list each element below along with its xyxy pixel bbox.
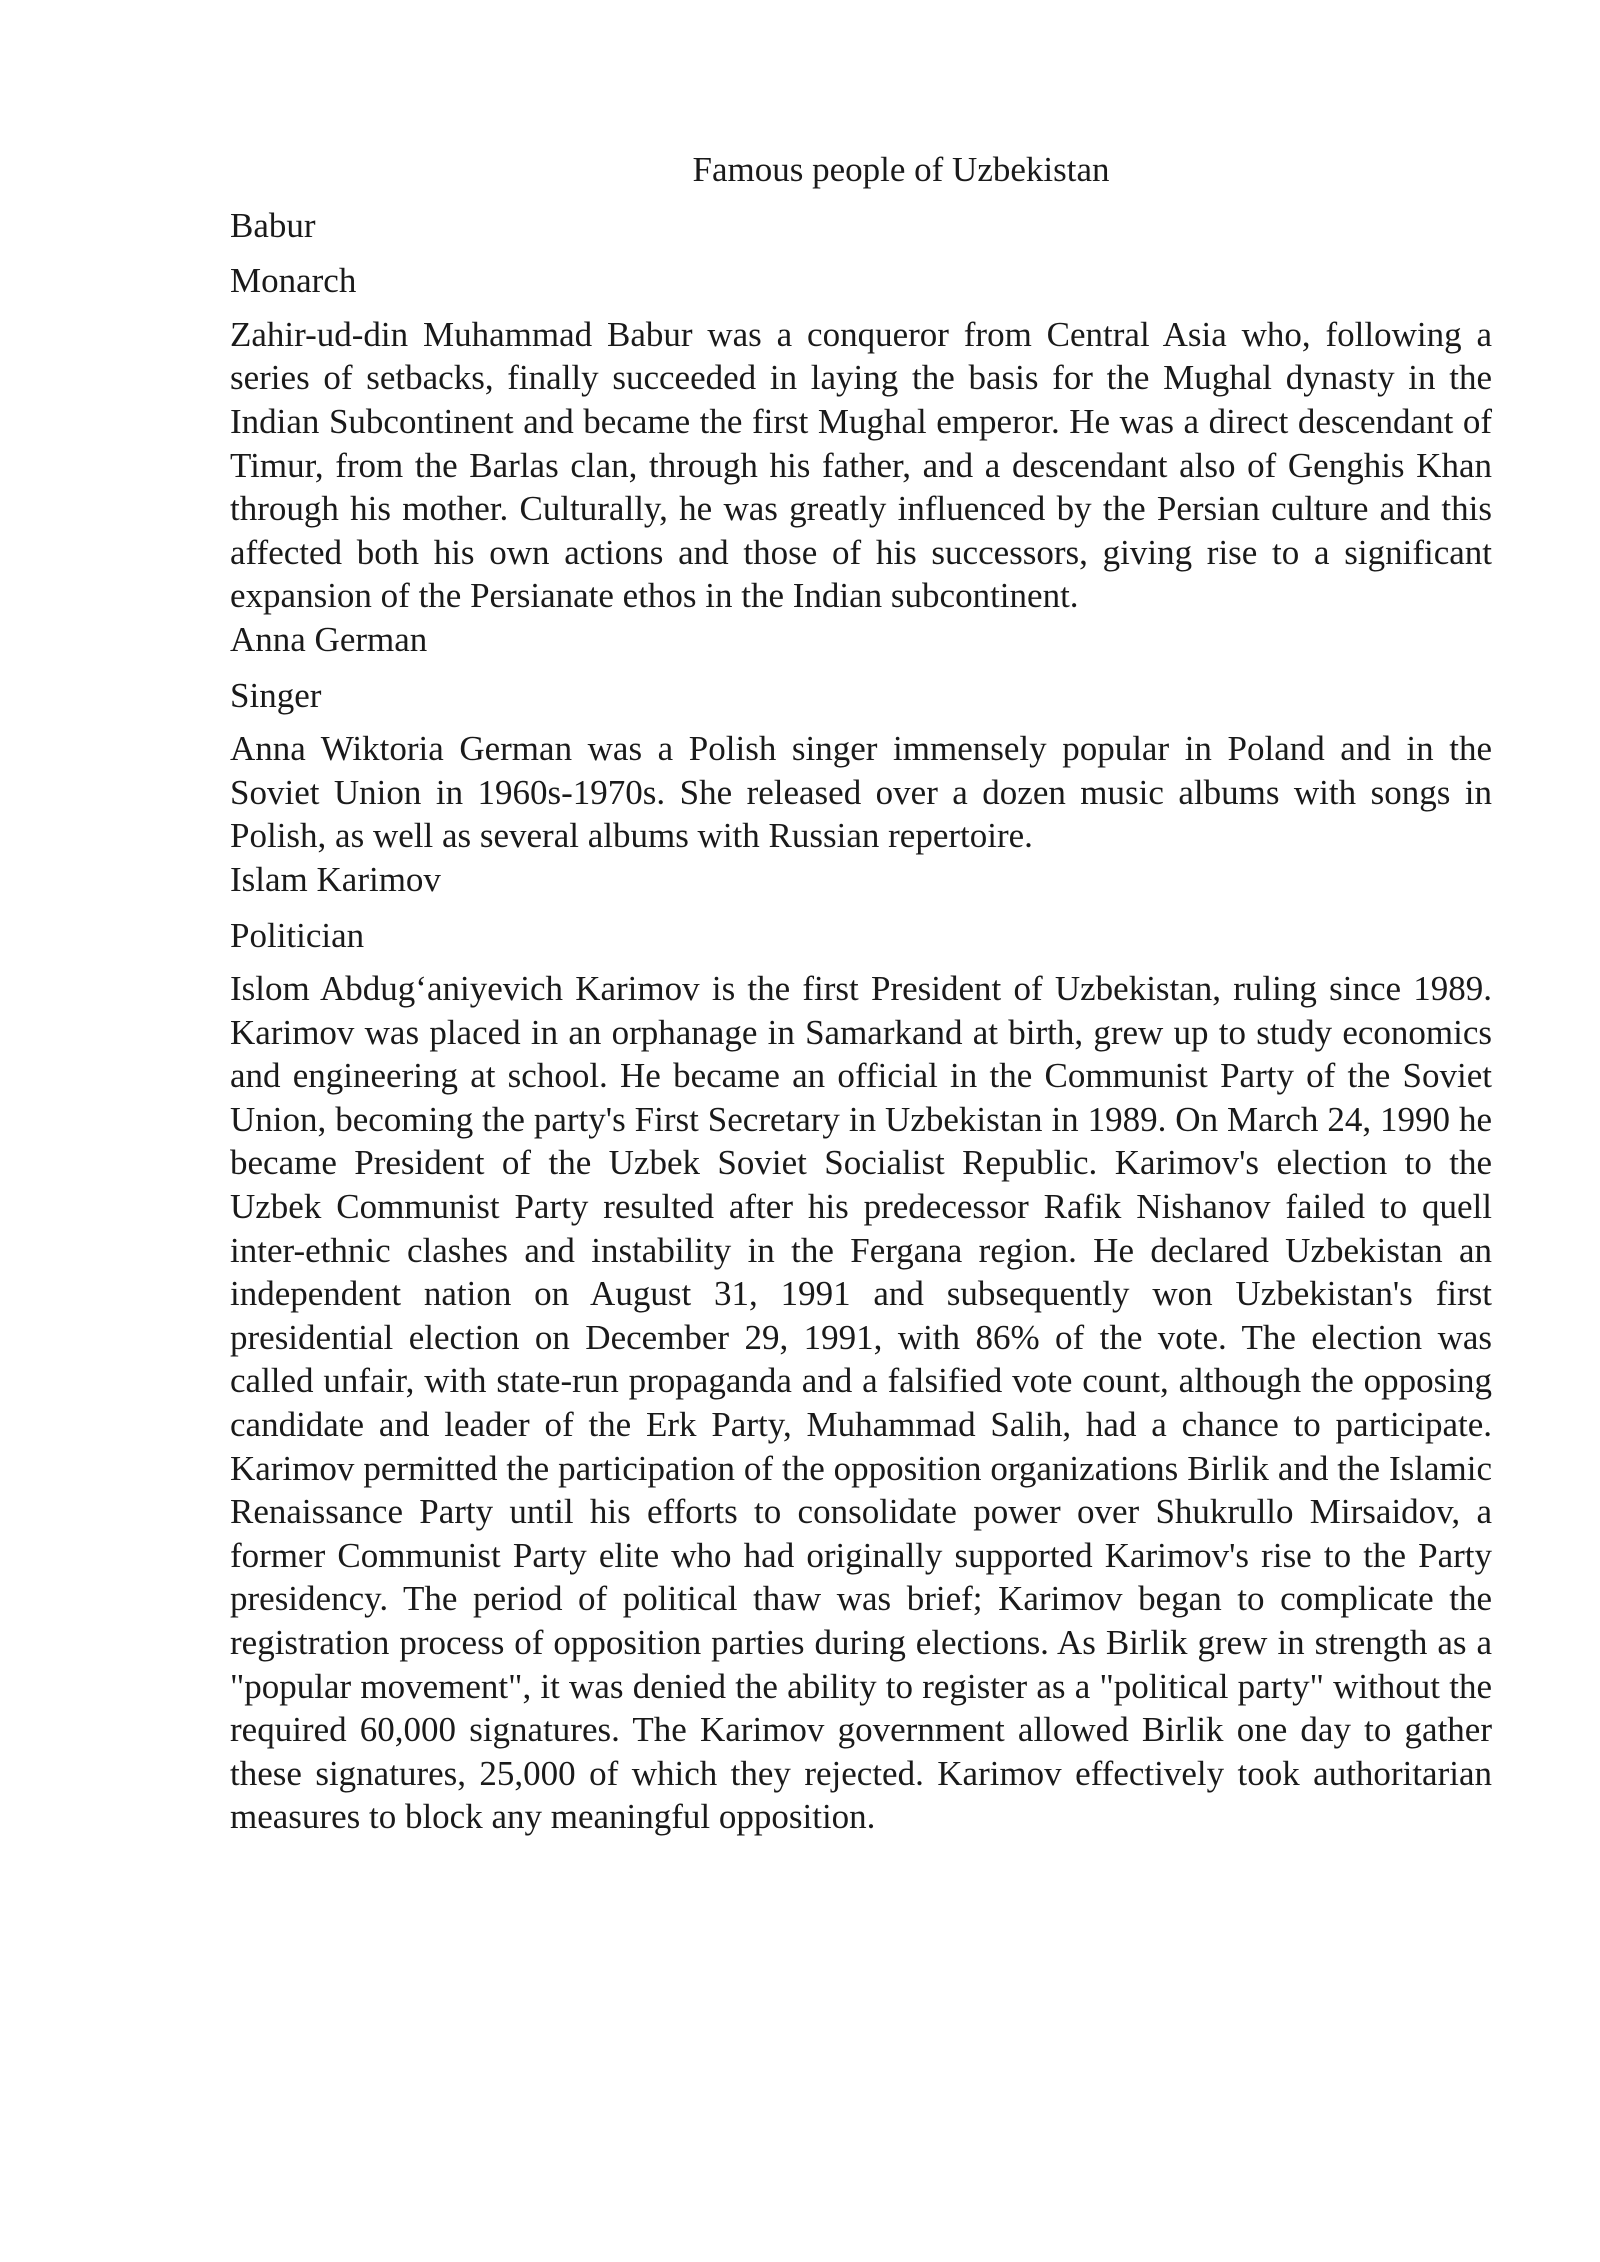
person-bio: Zahir-ud-din Muhammad Babur was a conqueror from Central Asia who, following a series of setbacks, finally succeeded in laying the basis for the Mughal dynasty in the Indian Subcontinent and became the first Mughal emperor. He was a direct descendant of Timur, from the Barlas clan, through his father, and a descendant also of Genghis Khan through his mother. Culturally, he was greatly influenced by the Persian culture and this affected both his own actions and those of his successors, giving rise to a significant expansion of the Persianate ethos in the Indian subcontinent. [230, 314, 1492, 616]
person-role: Monarch [230, 261, 357, 301]
document-page [230, 148, 1492, 1839]
person-entry-islam-karimov [230, 858, 1492, 1839]
document-title: Famous people of Uzbekistan [692, 150, 1110, 189]
person-name: Islam Karimov [230, 859, 441, 899]
person-bio: Anna Wiktoria German was a Polish singer immensely popular in Poland and in the Soviet Union in 1960s-1970s. She released over a dozen music albums with songs in Polish, as well as several albums with Russian repertoire. [230, 729, 1492, 856]
person-entry-anna-german [230, 618, 1492, 858]
person-entry-babur [230, 204, 1492, 618]
person-name: Babur [230, 205, 316, 245]
person-role: Politician [230, 915, 365, 955]
person-name: Anna German [230, 619, 428, 659]
person-role: Singer [230, 675, 322, 715]
person-bio: Islom Abdug‘aniyevich Karimov is the first President of Uzbekistan, ruling since 1989. Karimov was placed in an orphanage in Samarkand at birth, grew up to study economics and engineering at school. He became an official in the Communist Party of the Soviet Union, becoming the party's First Secretary in Uzbekistan in 1989. On March 24, 1990 he became President of the Uzbek Soviet Socialist Republic. Karimov's election to the Uzbek Communist Party resulted after his predecessor Rafik Nishanov failed to quell inter-ethnic clashes and instability in the Fergana region. He declared Uzbekistan an independent nation on August 31, 1991 and subsequently won Uzbekistan's first presidential election on December 29, 1991, with 86% of the vote. The election was called unfair, with state-run propaganda and a falsified vote count, although the opposing candidate and leader of the Erk Party, Muhammad Salih, had a chance to participate. Karimov permitted the participation of the opposition organizations Birlik and the Islamic Renaissance Party until his efforts to consolidate power over Shukrullo Mirsaidov, a former Communist Party elite who had originally supported Karimov's rise to the Party presidency. The period of political thaw was brief; Karimov began to complicate the registration process of opposition parties during elections. As Birlik grew in strength as a "popular movement", it was denied the ability to register as a "political party" without the required 60,000 signatures. The Karimov government allowed Birlik one day to gather these signatures, 25,000 of which they rejected. Karimov effectively took authoritarian measures to block any meaningful opposition. [230, 969, 1492, 1837]
